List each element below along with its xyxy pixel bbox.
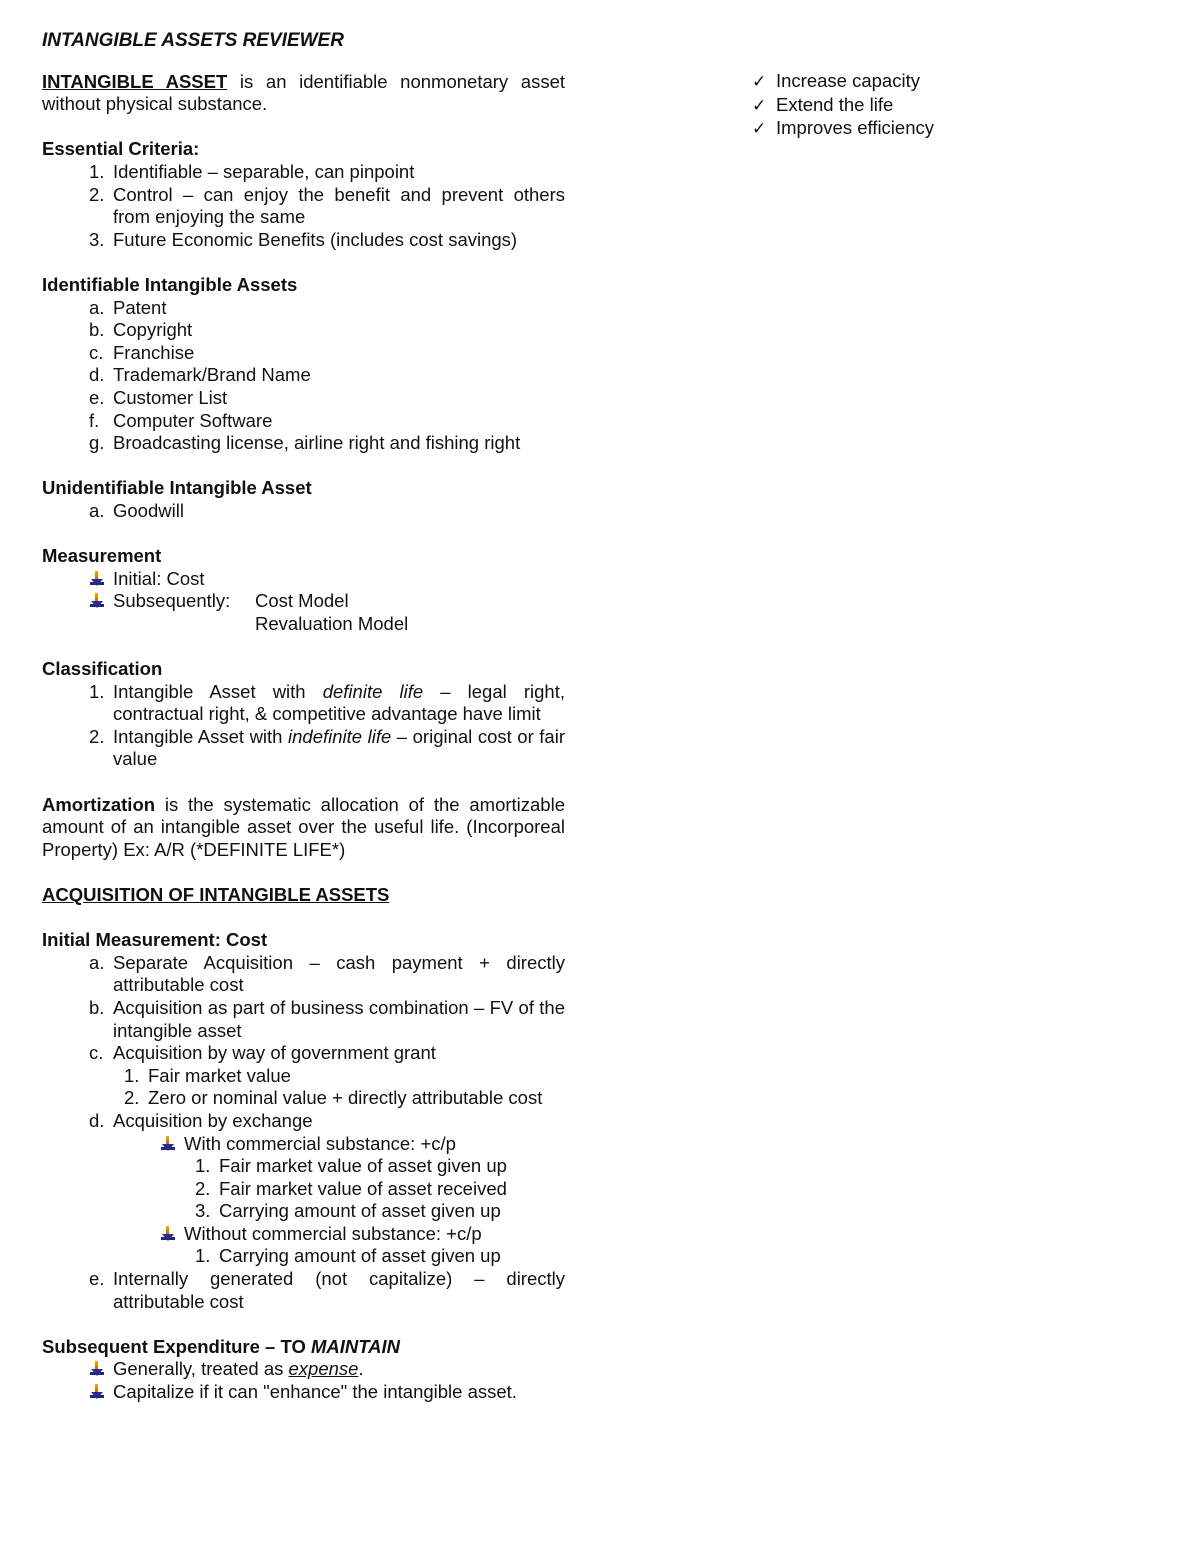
check-icon: ✓	[752, 119, 767, 140]
acquisition-heading: ACQUISITION OF INTANGIBLE ASSETS	[42, 883, 390, 905]
checklist-item: ✓ Increase capacity	[752, 70, 920, 92]
list-item: 2. Control – can enjoy the benefit and prevent others from enjoying the same	[89, 183, 565, 228]
list-item: 3. Carrying amount of asset given up	[195, 1200, 501, 1222]
list-item: 1. Carrying amount of asset given up	[195, 1245, 501, 1267]
identifiable-heading: Identifiable Intangible Assets	[42, 273, 298, 295]
list-item: Without commercial substance: +c/p	[113, 1223, 565, 1246]
list-item: a. Separate Acquisition – cash payment + directly attributable cost	[89, 951, 565, 996]
initial-measurement-heading: Initial Measurement: Cost	[42, 929, 268, 951]
list-item: c. Acquisition by way of government grant	[89, 1042, 436, 1064]
list-item: d. Acquisition by exchange	[89, 1109, 313, 1131]
classification-heading: Classification	[42, 658, 163, 680]
criteria-heading: Essential Criteria:	[42, 138, 200, 160]
list-item: b. Acquisition as part of business combination – FV of the intangible asset	[89, 996, 565, 1041]
right-column	[740, 70, 1160, 141]
list-item: 1. Fair market value of asset given up	[195, 1155, 507, 1177]
list-item: 2. Intangible Asset with indefinite life – original cost or fair value	[89, 725, 565, 770]
list-item: 1. Fair market value	[124, 1064, 291, 1086]
list-item: a. Patent	[89, 296, 167, 318]
measurement-heading: Measurement	[42, 545, 162, 567]
arrow-bullet-icon	[160, 1226, 176, 1242]
list-item: 2. Fair market value of asset received	[195, 1177, 507, 1199]
arrow-bullet-icon	[160, 1136, 176, 1152]
intro-term: INTANGIBLE ASSET	[42, 70, 228, 92]
list-item: Initial: Cost	[42, 568, 565, 591]
subsequent-label: Subsequently:	[113, 590, 231, 612]
subsequent-heading: Subsequent Expenditure – TO MAINTAIN	[42, 1335, 401, 1357]
list-item: a. Goodwill	[89, 499, 184, 521]
left-column	[42, 30, 565, 1404]
arrow-bullet-icon	[89, 593, 105, 609]
list-item: Generally, treated as expense.	[42, 1358, 565, 1381]
check-icon: ✓	[752, 95, 767, 116]
document-title: INTANGIBLE ASSETS REVIEWER	[42, 30, 344, 51]
list-item: f. Computer Software	[89, 409, 273, 431]
list-item: 2. Zero or nominal value + directly attributable cost	[124, 1087, 543, 1109]
arrow-bullet-icon	[89, 1384, 105, 1400]
intro-text: is an identifiable nonmonetary asset without physical substance.	[42, 70, 565, 115]
unidentifiable-heading: Unidentifiable Intangible Asset	[42, 477, 312, 499]
list-item: d. Trademark/Brand Name	[89, 364, 311, 386]
list-item: c. Franchise	[89, 341, 195, 363]
list-item: 1. Identifiable – separable, can pinpoint	[89, 160, 415, 182]
arrow-bullet-icon	[89, 571, 105, 587]
list-item: Capitalize if it can "enhance" the intangible asset.	[42, 1381, 565, 1404]
list-item	[42, 590, 565, 635]
list-item: 3. Future Economic Benefits (includes cost savings)	[89, 228, 518, 250]
checklist-item: ✓ Improves efficiency	[752, 117, 934, 140]
list-item: e. Customer List	[89, 386, 228, 408]
checklist-item: ✓ Extend the life	[752, 93, 894, 116]
list-item: e. Internally generated (not capitalize) – directly attributable cost	[89, 1268, 565, 1312]
model-name: Cost Model	[255, 590, 349, 612]
list-item: g. Broadcasting license, airline right and fishing right	[89, 432, 521, 454]
intro-paragraph	[42, 71, 565, 116]
check-icon: ✓	[752, 72, 767, 92]
arrow-bullet-icon	[89, 1361, 105, 1377]
amortization-paragraph: Amortization is the systematic allocation of the amortizable amount of an intangible asset over the useful life. (Incorporeal Property) Ex: A/R (*DEFINITE LIFE*)	[42, 793, 565, 860]
list-item: With commercial substance: +c/p	[113, 1133, 565, 1156]
model-name: Revaluation Model	[255, 612, 409, 634]
amortization-term: Amortization	[42, 793, 156, 815]
list-item: 1. Intangible Asset with definite life – legal right, contractual right, & competitive advantage have limit	[89, 680, 565, 725]
list-item: b. Copyright	[89, 319, 193, 341]
